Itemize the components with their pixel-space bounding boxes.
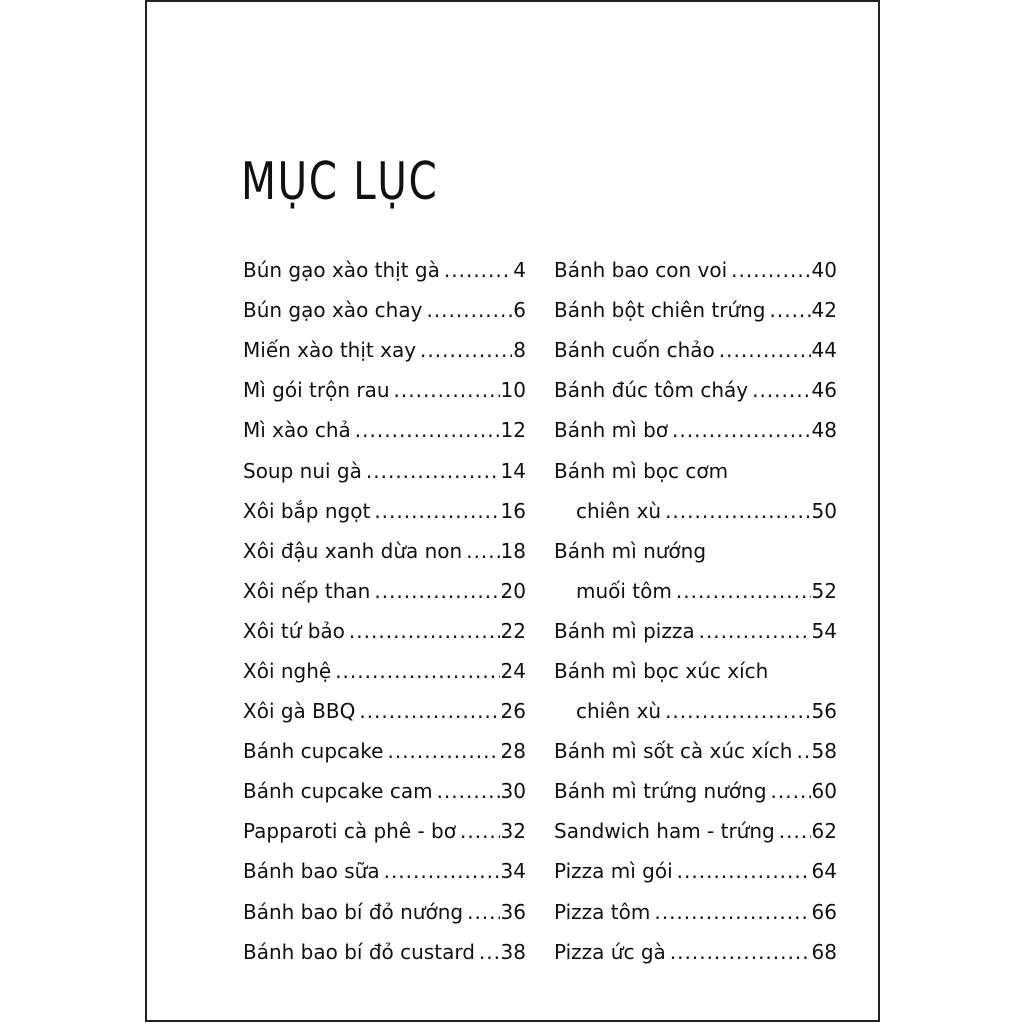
toc-page-number: 44 [811,338,837,363]
toc-entry-label: Xôi nghệ [243,658,332,683]
toc-page-number: 50 [811,498,837,523]
toc-entry-label: Mì gói trộn rau [243,378,390,403]
toc-entry [243,330,526,370]
toc-page-number: 54 [811,618,837,643]
toc-entry [243,651,526,691]
toc-entry [554,531,837,571]
toc-page-number: 18 [500,538,526,563]
toc-entry-label: Bánh mì bơ [554,418,669,443]
toc-entry [243,691,526,731]
toc-entry [554,651,837,691]
toc-entry [554,611,837,651]
toc-leader-dots [394,378,500,402]
toc-page-number: 62 [811,819,837,844]
toc-page-number: 60 [811,779,837,804]
toc-entry-label: Xôi nếp than [243,578,371,603]
page-title: MỤC LỤC [241,152,439,212]
toc-entry [243,571,526,611]
toc-entry [243,771,526,811]
toc-entry-label: Bánh mì trứng nướng [554,779,767,804]
toc-entry-label: Bánh mì sốt cà xúc xích [554,739,793,764]
toc-entry-label: Miến xào thịt xay [243,338,417,363]
toc-leader-dots [366,459,500,483]
toc-entry-label: Bún gạo xào thịt gà [243,258,440,283]
toc-entry [554,771,837,811]
toc-page-number: 36 [500,899,526,924]
toc-entry [243,932,526,972]
toc-leader-dots [460,819,500,843]
toc-page-number: 4 [513,258,526,283]
toc-entry [243,892,526,932]
toc-page-number: 26 [500,699,526,724]
toc-page-number: 22 [500,618,526,643]
toc-entry [243,450,526,490]
toc-entry-label: Pizza tôm [554,899,651,924]
toc-page-number: 42 [811,298,837,323]
toc-entry [554,330,837,370]
toc-leader-dots [359,699,499,723]
toc-page-number: 66 [811,899,837,924]
toc-entry [554,450,837,490]
toc-page-number: 8 [513,338,526,363]
toc-leader-dots [426,298,512,322]
toc-leader-dots [699,619,811,643]
toc-entry-label: Bánh mì nướng [554,538,707,563]
toc-entry-label: Pizza ức gà [554,939,666,964]
toc-page-number: 34 [500,859,526,884]
toc-entry-label: Bánh bao con voi [554,258,728,283]
toc-leader-dots [752,378,810,402]
toc-entry [243,491,526,531]
toc-leader-dots [335,659,499,683]
toc-entry [243,290,526,330]
toc-entry-label: muối tôm [576,578,672,603]
toc-entry [243,611,526,651]
toc-leader-dots [670,940,811,964]
toc-leader-dots [466,539,499,563]
toc-leader-dots [731,258,810,282]
toc-entry-label: Bánh cupcake [243,739,384,764]
toc-entry-label: Bánh cuốn chảo [554,338,715,363]
toc-entry [554,932,837,972]
toc-page-number: 46 [811,378,837,403]
toc-entry-label: chiên xù [576,699,662,724]
toc-entry-label: Bún gạo xào chay [243,298,423,323]
toc-leader-dots [437,779,500,803]
toc-entry [243,370,526,410]
toc-entry [554,691,837,731]
toc-entry-label: Xôi bắp ngọt [243,498,371,523]
toc-page-number: 12 [500,418,526,443]
toc-entry [243,731,526,771]
toc-leader-dots [779,819,811,843]
toc-leader-dots [770,298,811,322]
toc-leader-dots [676,579,811,603]
toc-leader-dots [719,338,811,362]
toc-entry-label: Xôi đậu xanh dừa non [243,538,463,563]
toc-entry-label: Sandwich ham - trứng [554,819,775,844]
toc-entry [243,811,526,851]
toc-entry-label: chiên xù [576,498,662,523]
toc-leader-dots [374,579,499,603]
toc-leader-dots [444,258,512,282]
toc-entry [243,410,526,450]
toc-entry-label: Xôi tứ bảo [243,618,345,643]
toc-leader-dots [654,900,810,924]
toc-leader-dots [355,418,500,442]
toc-leader-dots [665,499,810,523]
toc-entry [243,851,526,891]
toc-page-number: 64 [811,859,837,884]
toc-right-column [554,250,837,972]
toc-page-number: 6 [513,298,526,323]
toc-entry-label: Bánh đúc tôm cháy [554,378,749,403]
toc-entry-label: Pizza mì gói [554,859,673,884]
toc-page-number: 38 [500,939,526,964]
toc-entry [554,851,837,891]
toc-entry-label: Xôi gà BBQ [243,699,356,724]
toc-leader-dots [479,940,500,964]
toc-leader-dots [672,418,811,442]
toc-entry [554,491,837,531]
toc-entry-label: Bánh mì bọc xúc xích [554,658,769,683]
toc-entry [554,290,837,330]
toc-entry [554,731,837,771]
toc-entry-label: Bánh mì pizza [554,618,695,643]
toc-page-number: 20 [500,578,526,603]
toc-entry [554,250,837,290]
toc-entry [554,892,837,932]
toc-leader-dots [387,739,499,763]
toc-page-number: 58 [811,739,837,764]
toc-leader-dots [796,739,810,763]
toc-page-number: 56 [811,699,837,724]
toc-entry-label: Bánh mì bọc cơm [554,458,729,483]
toc-entry-label: Soup nui gà [243,458,362,483]
toc-leader-dots [374,499,499,523]
toc-page-number: 32 [500,819,526,844]
toc-page-number: 40 [811,258,837,283]
toc-entry [243,531,526,571]
toc-entry-label: Bánh bột chiên trứng [554,298,766,323]
toc-page-number: 28 [500,739,526,764]
toc-page-number: 24 [500,658,526,683]
toc-page-number: 10 [500,378,526,403]
toc-entry-label: Bánh bao bí đỏ nướng [243,899,464,924]
toc-entry [554,571,837,611]
toc-entry-label: Mì xào chả [243,418,351,443]
toc-leader-dots [349,619,500,643]
toc-leader-dots [665,699,810,723]
toc-leader-dots [384,859,500,883]
toc-page-number: 52 [811,578,837,603]
toc-entry-label: Bánh bao bí đỏ custard [243,939,475,964]
toc-entry [243,250,526,290]
toc-left-column [243,250,526,972]
toc-entry-label: Bánh cupcake cam [243,779,433,804]
toc-page-number: 14 [500,458,526,483]
toc-entry [554,370,837,410]
toc-leader-dots [467,900,499,924]
toc-entry-label: Papparoti cà phê - bơ [243,819,456,844]
toc-leader-dots [771,779,811,803]
toc-page-number: 48 [811,418,837,443]
document-page [145,0,880,1022]
toc-page-number: 16 [500,498,526,523]
toc-page-number: 30 [500,779,526,804]
toc-leader-dots [420,338,512,362]
toc-page-number: 68 [811,939,837,964]
toc-entry-label: Bánh bao sữa [243,859,380,884]
toc-entry [554,811,837,851]
toc-entry [554,410,837,450]
toc-leader-dots [677,859,811,883]
